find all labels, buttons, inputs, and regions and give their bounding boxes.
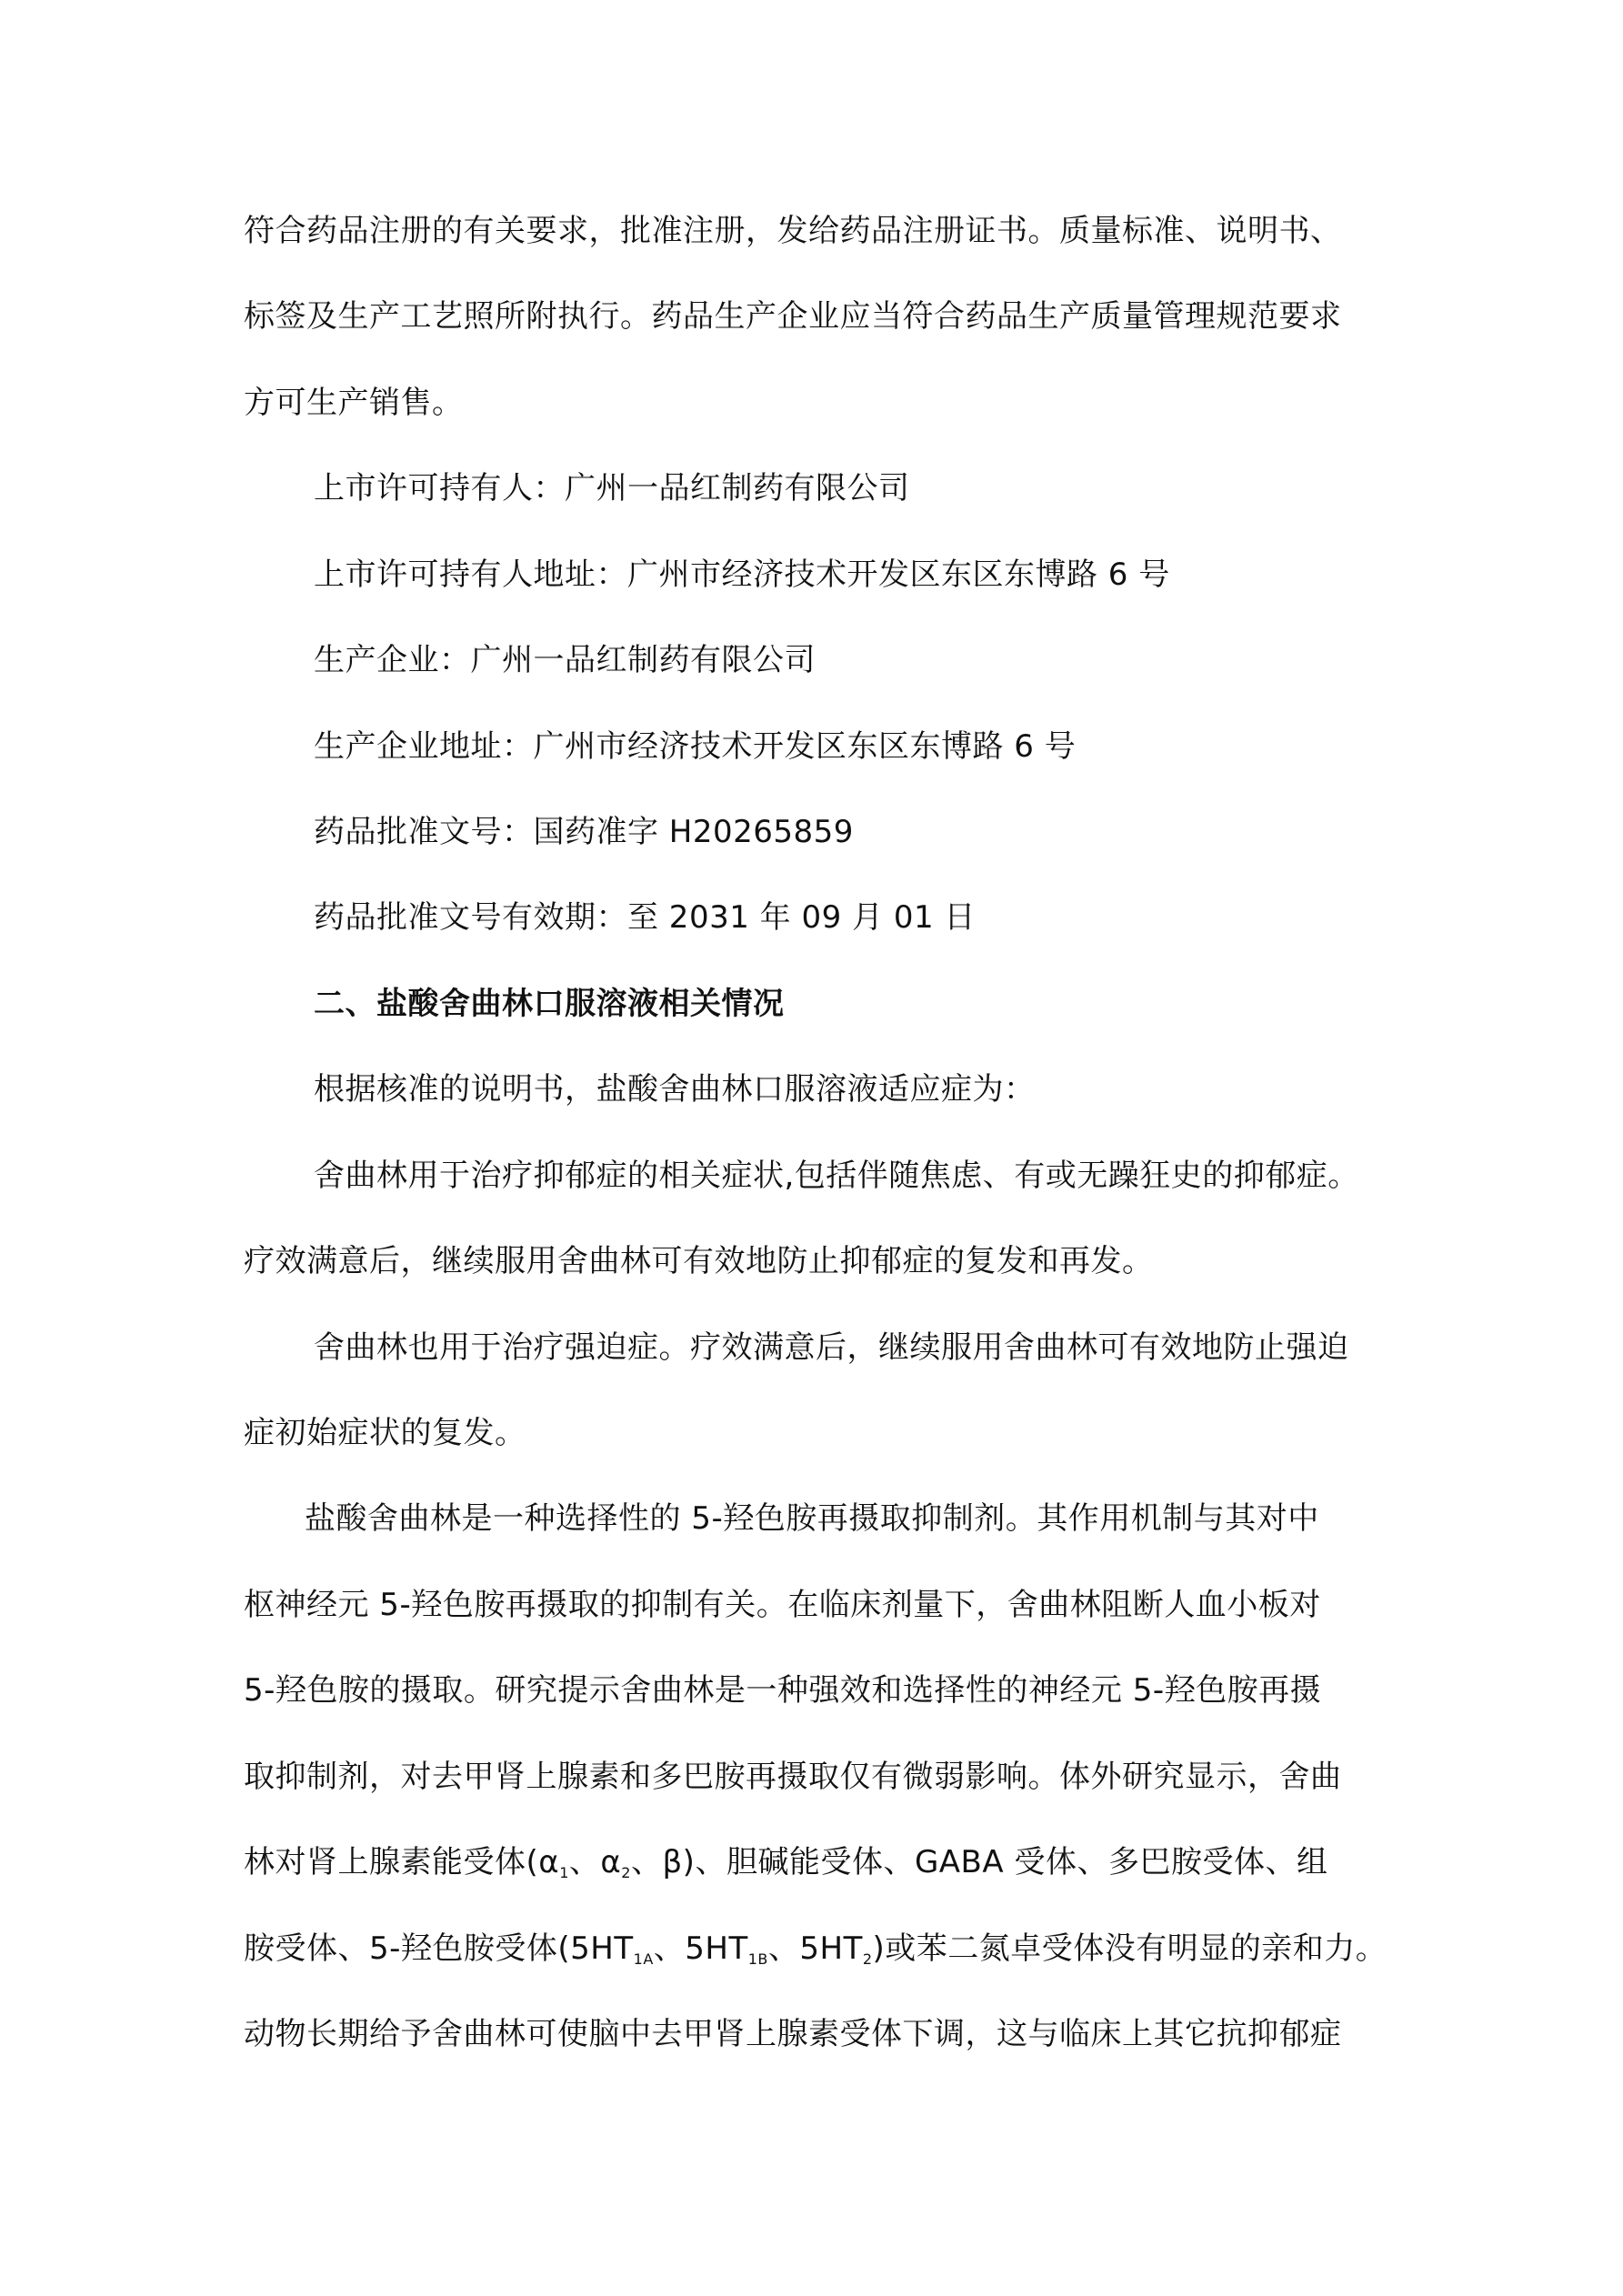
mechanism-line-2: 枢神经元 5-羟色胺再摄取的抑制有关。在临床剂量下，舍曲林阻断人血小板对 bbox=[244, 1587, 1321, 1623]
paragraph-approval-line-1: 符合药品注册的有关要求，批准注册，发给药品注册证书。质量标准、说明书、 bbox=[244, 213, 1342, 249]
receptor-text-before: 林对肾上腺素能受体( bbox=[244, 1844, 539, 1880]
serotonin-text-mid-2: 、5HT bbox=[767, 1930, 863, 1967]
section-heading: 二、盐酸舍曲林口服溶液相关情况 bbox=[314, 986, 785, 1022]
holder-name-line: 上市许可持有人：广州一品红制药有限公司 bbox=[314, 470, 910, 506]
paragraph-approval-line-3: 方可生产销售。 bbox=[244, 385, 464, 421]
serotonin-text-before: 胺受体、5-羟色胺受体(5HT bbox=[244, 1930, 634, 1967]
approval-validity-line: 药品批准文号有效期：至 2031 年 09 月 01 日 bbox=[314, 899, 976, 936]
paragraph-approval-line-2: 标签及生产工艺照所附执行。药品生产企业应当符合药品生产质量管理规范要求 bbox=[244, 298, 1342, 335]
alpha-subscript-1: 1 bbox=[559, 1864, 569, 1881]
alpha-symbol-2: α bbox=[600, 1844, 622, 1880]
5ht-subscript-1a: 1A bbox=[633, 1950, 654, 1968]
receptor-separator: 、 bbox=[568, 1844, 601, 1880]
mechanism-line-5 bbox=[244, 1842, 1327, 1882]
serotonin-text-mid-1: 、5HT bbox=[653, 1930, 748, 1967]
receptor-text-after: 、β)、胆碱能受体、GABA 受体、多巴胺受体、组 bbox=[630, 1844, 1328, 1880]
mechanism-line-3: 5-羟色胺的摄取。研究提示舍曲林是一种强效和选择性的神经元 5-羟色胺再摄 bbox=[244, 1672, 1322, 1709]
alpha-symbol: α bbox=[538, 1844, 560, 1880]
indication-intro-line: 根据核准的说明书，盐酸舍曲林口服溶液适应症为： bbox=[314, 1071, 1036, 1108]
manufacturer-name-line: 生产企业：广州一品红制药有限公司 bbox=[314, 642, 816, 678]
manufacturer-address-line: 生产企业地址：广州市经济技术开发区东区东博路 6 号 bbox=[314, 728, 1077, 765]
mechanism-line-1: 盐酸舍曲林是一种选择性的 5-羟色胺再摄取抑制剂。其作用机制与其对中 bbox=[305, 1500, 1319, 1537]
indication-ocd-line-2: 症初始症状的复发。 bbox=[244, 1415, 526, 1451]
mechanism-line-6 bbox=[244, 1929, 1387, 1969]
indication-depression-line-1: 舍曲林用于治疗抑郁症的相关症状,包括伴随焦虑、有或无躁狂史的抑郁症。 bbox=[314, 1158, 1359, 1194]
holder-address-line: 上市许可持有人地址：广州市经济技术开发区东区东博路 6 号 bbox=[314, 556, 1170, 593]
indication-ocd-line-1: 舍曲林也用于治疗强迫症。疗效满意后，继续服用舍曲林可有效地防止强迫 bbox=[314, 1329, 1349, 1366]
serotonin-text-after: )或苯二氮卓受体没有明显的亲和力。 bbox=[872, 1930, 1388, 1967]
alpha-subscript-2: 2 bbox=[621, 1864, 631, 1881]
indication-depression-line-2: 疗效满意后，继续服用舍曲林可有效地防止抑郁症的复发和再发。 bbox=[244, 1243, 1154, 1279]
mechanism-line-4: 取抑制剂，对去甲肾上腺素和多巴胺再摄取仅有微弱影响。体外研究显示，舍曲 bbox=[244, 1759, 1342, 1795]
5ht-subscript-2: 2 bbox=[862, 1950, 873, 1968]
5ht-subscript-1b: 1B bbox=[747, 1950, 768, 1968]
approval-number-line: 药品批准文号：国药准字 H20265859 bbox=[314, 814, 854, 850]
mechanism-line-7: 动物长期给予舍曲林可使脑中去甲肾上腺素受体下调，这与临床上其它抗抑郁症 bbox=[244, 2016, 1342, 2052]
